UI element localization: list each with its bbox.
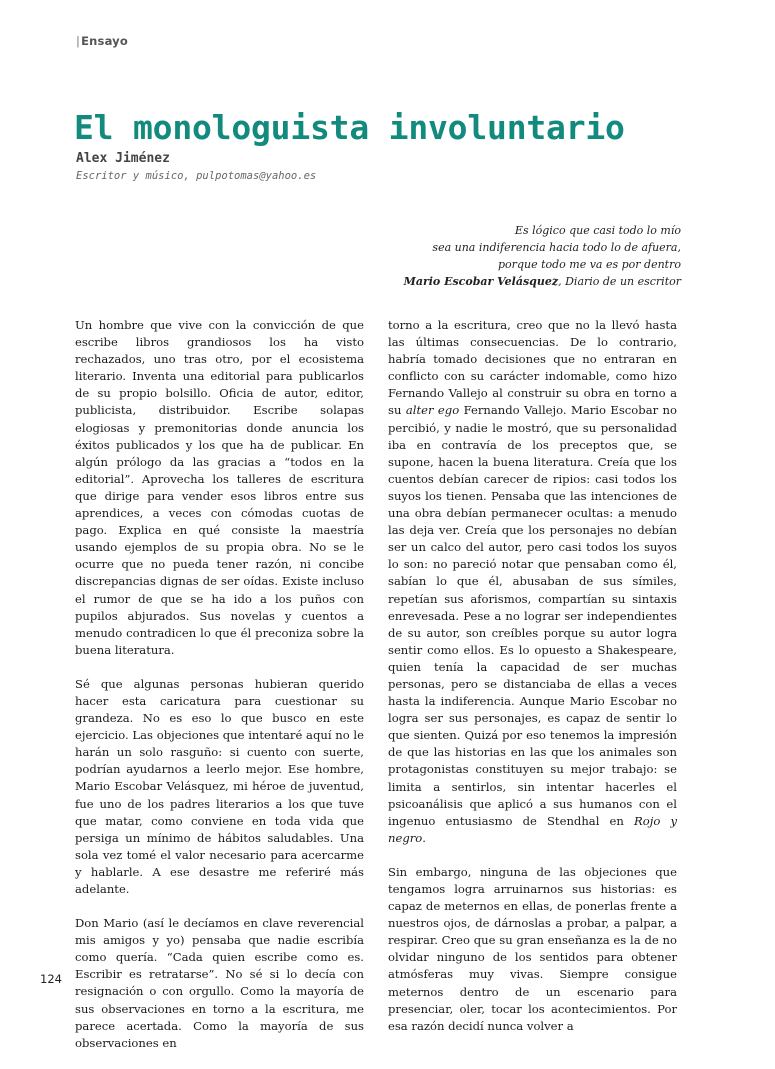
section-name: Ensayo [81, 34, 128, 48]
author-affiliation: Escritor y músico, pulpotomas@yahoo.es [76, 170, 317, 182]
epigraph [404, 222, 681, 290]
paragraph [388, 317, 677, 847]
paragraph-text: torno a la escritura, creo que no la llevó hasta las últimas consecuencias. De lo contrario, habría tomado decisiones que no entraran en conflicto con su carácter indomable, como hizo Fernando Vallejo al construir su obra en torno a su [388, 318, 677, 418]
body-column-right [388, 317, 677, 1052]
page-number: 124 [40, 972, 62, 986]
epigraph-author: Mario Escobar Velásquez [403, 275, 559, 288]
author-name: Alex Jiménez [76, 151, 170, 166]
paragraph: Un hombre que vive con la convicción de que escribe libros grandiosos los ha visto rechazados, uno tras otro, por el ecosistema literario. Inventa una editorial para publicarlos de su propio bolsillo. Oficia de autor, editor, publicista, distribuidor. Escribe solapas elogiosas y premonitorias donde anuncia los éxitos publicados y los que ha de publicar. En algún prólogo da las gracias a “todos en la editorial”. Aprovecha los talleres de escritura que dirige para vender esos libros entre sus aprendices, a veces con cómodas cuotas de pago. Explica en qué consiste la maestría usando ejemplos de su propia obra. No se le ocurre que no pueda tener razón, ni concibe discrepancias dignas de ser oídas. Existe incluso el rumor de que se ha ido a los puños con pupilos abjurados. Sus novelas y cuentos a menudo contradicen lo que él preconiza sobre la buena literatura. [75, 318, 364, 657]
paragraph: Sin embargo, ninguna de las objeciones que tengamos logra arruinarnos sus historias: es capaz de meternos en ellas, de ponerlas frente a nuestros ojos, de dárnoslas a probar, a palpar, a respirar. Creo que su gran enseñanza es la de no olvidar ninguno de los sentidos para obtener atmósferas muy vivas. Siempre consigue meternos dentro de un escenario para presenciar, oler, tocar los acontecimientos. Por esa razón decidí nunca volver a [388, 864, 677, 1033]
paragraph-text: Fernando Vallejo. Mario Escobar no percibió, y nadie le mostró, que su personalidad iba en contravía de los preceptos que, se supone, hacen la buena literatura. Creía que los cuentos debían carecer de ripios: casi todos los suyos los tienen. Pensaba que las intenciones de una obra debían permanecer ocultas: a menudo las deja ver. Creía que los personajes no debían ser un calco del autor, pero casi todos los suyos lo son: no pareció notar que pensaban como él, sabían lo que él, abusaban de sus símiles, repetían sus aforismos, compartían su sintaxis enrevesada. Pese a no lograr ser independientes de su autor, son creíbles porque su autor logra sentir como ellos. Es lo opuesto a Shakespeare, quien tenía la capacidad de ser muchas personas, pero se distanciaba de ellas a veces hasta la indiferencia. Aunque Mario Escobar no logra ser sus personajes, es capaz de sentir lo que sienten. Quizá por eso tenemos la impresión de que las historias en las que los animales son protagonistas constituyen su mejor trabajo: se limita a sentirlos, sin intentar hacerles el psicoanálisis que aplicó a sus humanos con el ingenuo entusiasmo de Stendhal en [388, 403, 677, 828]
epigraph-attribution [404, 273, 681, 290]
body-column-left [75, 317, 364, 1069]
epigraph-line: porque todo me va es por dentro [498, 258, 681, 271]
epigraph-line: Es lógico que casi todo lo mío [514, 224, 681, 237]
paragraph-text: . [422, 830, 426, 845]
paragraph: Don Mario (así le decíamos en clave reverencial mis amigos y yo) pensaba que nadie escribía como quería. “Cada quien escribe como es. Escribir es retratarse”. No sé si lo decía con resignación o con orgullo. Como la mayoría de sus observaciones en torno a la escritura, me parece acertada. Como la mayoría de sus observaciones en [75, 916, 364, 1050]
article-title: El monologuista involuntario [74, 108, 625, 147]
epigraph-line: sea una indiferencia hacia todo lo de afuera, [432, 241, 681, 254]
epigraph-work: , Diario de un escritor [558, 275, 681, 288]
section-label [76, 34, 128, 48]
italic-term: alter ego [405, 403, 460, 418]
paragraph: Sé que algunas personas hubieran querido hacer esta caricatura para cuestionar su grandeza. No es eso lo que busco en este ejercicio. Las objeciones que intentaré aquí no le harán un solo rasguño: si cuento con suerte, podrían ayudarnos a leerlo mejor. Ese hombre, Mario Escobar Velásquez, mi héroe de juventud, fue uno de los padres literarios a los que tuve que matar, como conviene en toda vida que persiga un mínimo de hábitos saludables. Una sola vez tomé el valor necesario para acercarme y hablarle. A ese desastre me referiré más adelante. [75, 676, 364, 896]
book-title: Rojo y negro [388, 813, 677, 845]
section-bar: | [76, 34, 81, 48]
